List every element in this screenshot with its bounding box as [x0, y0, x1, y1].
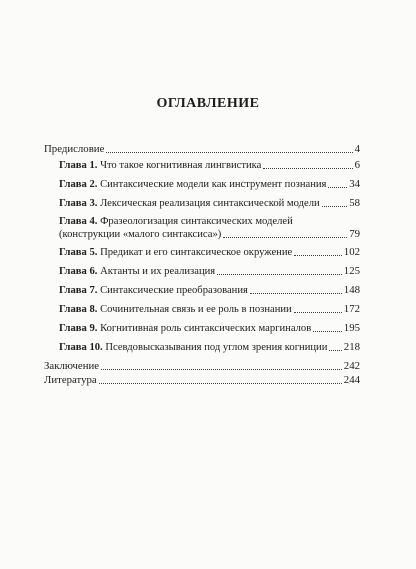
toc-page-number: 244 [343, 374, 360, 386]
leader-dots [250, 293, 342, 294]
toc-entry-chapter-3[interactable] [59, 197, 360, 210]
leader-dots [263, 168, 352, 169]
toc-entry-label: Предисловие [44, 143, 105, 155]
toc-page-number: 58 [349, 197, 360, 209]
chapter-number: Глава 1. [59, 160, 98, 171]
leader-dots [322, 206, 348, 207]
toc-page-number: 4 [354, 143, 360, 155]
toc-page-number: 218 [343, 341, 360, 353]
leader-dots [328, 187, 347, 188]
toc-entry-label: Псевдовысказывания под углом зрения когниции [105, 342, 328, 353]
toc-entry-label: Синтаксические модели как инструмент познания [100, 179, 327, 190]
toc-entry-chapter-8[interactable] [59, 303, 360, 316]
toc-entry-chapter-5[interactable] [59, 246, 360, 259]
toc-entry-references[interactable] [44, 374, 360, 387]
chapter-number: Глава 7. [59, 285, 98, 296]
toc-entry-label: Лексическая реализация синтаксической модели [100, 198, 320, 209]
leader-dots [106, 152, 352, 153]
toc-page-number: 148 [343, 284, 360, 296]
chapter-number: Глава 6. [59, 266, 98, 277]
toc-entry-chapter-10[interactable] [59, 341, 360, 354]
toc-entry-conclusion[interactable] [44, 360, 360, 373]
toc-entry-chapter-4-line-1[interactable] [59, 215, 293, 228]
toc-entry-chapter-9[interactable] [59, 322, 360, 335]
toc-entry-label: Актанты и их реализация [100, 266, 216, 277]
leader-dots [313, 331, 342, 332]
toc-entry-chapter-4[interactable] [59, 228, 360, 241]
toc-title: ОГЛАВЛЕНИЕ [156, 96, 260, 111]
toc-entry-label: Предикат и его синтаксическое окружение [100, 247, 293, 258]
leader-dots [223, 237, 347, 238]
leader-dots [101, 369, 342, 370]
chapter-number: Глава 4. [59, 216, 98, 227]
toc-page-number: 172 [343, 303, 360, 315]
toc-page-number: 195 [343, 322, 360, 334]
toc-entry-preface[interactable] [44, 143, 360, 156]
toc-entry-label: Когнитивная роль синтаксических маргиналов [100, 323, 312, 334]
toc-entry-label-continued: (конструкции «малого синтаксиса») [59, 229, 222, 240]
toc-entry-chapter-2[interactable] [59, 178, 360, 191]
toc-entry-label: Литература [44, 374, 97, 386]
leader-dots [329, 350, 341, 351]
leader-dots [294, 255, 342, 256]
leader-dots [217, 274, 342, 275]
chapter-number: Глава 10. [59, 342, 103, 353]
toc-entry-label: Что такое когнитивная лингвистика [100, 160, 262, 171]
toc-page-number: 34 [349, 178, 360, 190]
toc-entry-label: Заключение [44, 360, 100, 372]
toc-entry-label: Фразеологизация синтаксических моделей [100, 216, 293, 227]
chapter-number: Глава 5. [59, 247, 98, 258]
leader-dots [294, 312, 342, 313]
toc-entry-label: Сочинительная связь и ее роль в познании [100, 304, 292, 315]
toc-entry-chapter-6[interactable] [59, 265, 360, 278]
toc-entry-chapter-7[interactable] [59, 284, 360, 297]
toc-page-number: 6 [354, 159, 360, 171]
chapter-number: Глава 2. [59, 179, 98, 190]
toc-page-number: 102 [343, 246, 360, 258]
toc-page-number: 242 [343, 360, 360, 372]
leader-dots [99, 383, 342, 384]
toc-entry-label: Синтаксические преобразования [100, 285, 248, 296]
chapter-number: Глава 3. [59, 198, 98, 209]
chapter-number: Глава 8. [59, 304, 98, 315]
toc-page-number: 79 [349, 228, 360, 240]
toc-page-number: 125 [343, 265, 360, 277]
toc-entry-chapter-1[interactable] [59, 159, 360, 172]
chapter-number: Глава 9. [59, 323, 98, 334]
